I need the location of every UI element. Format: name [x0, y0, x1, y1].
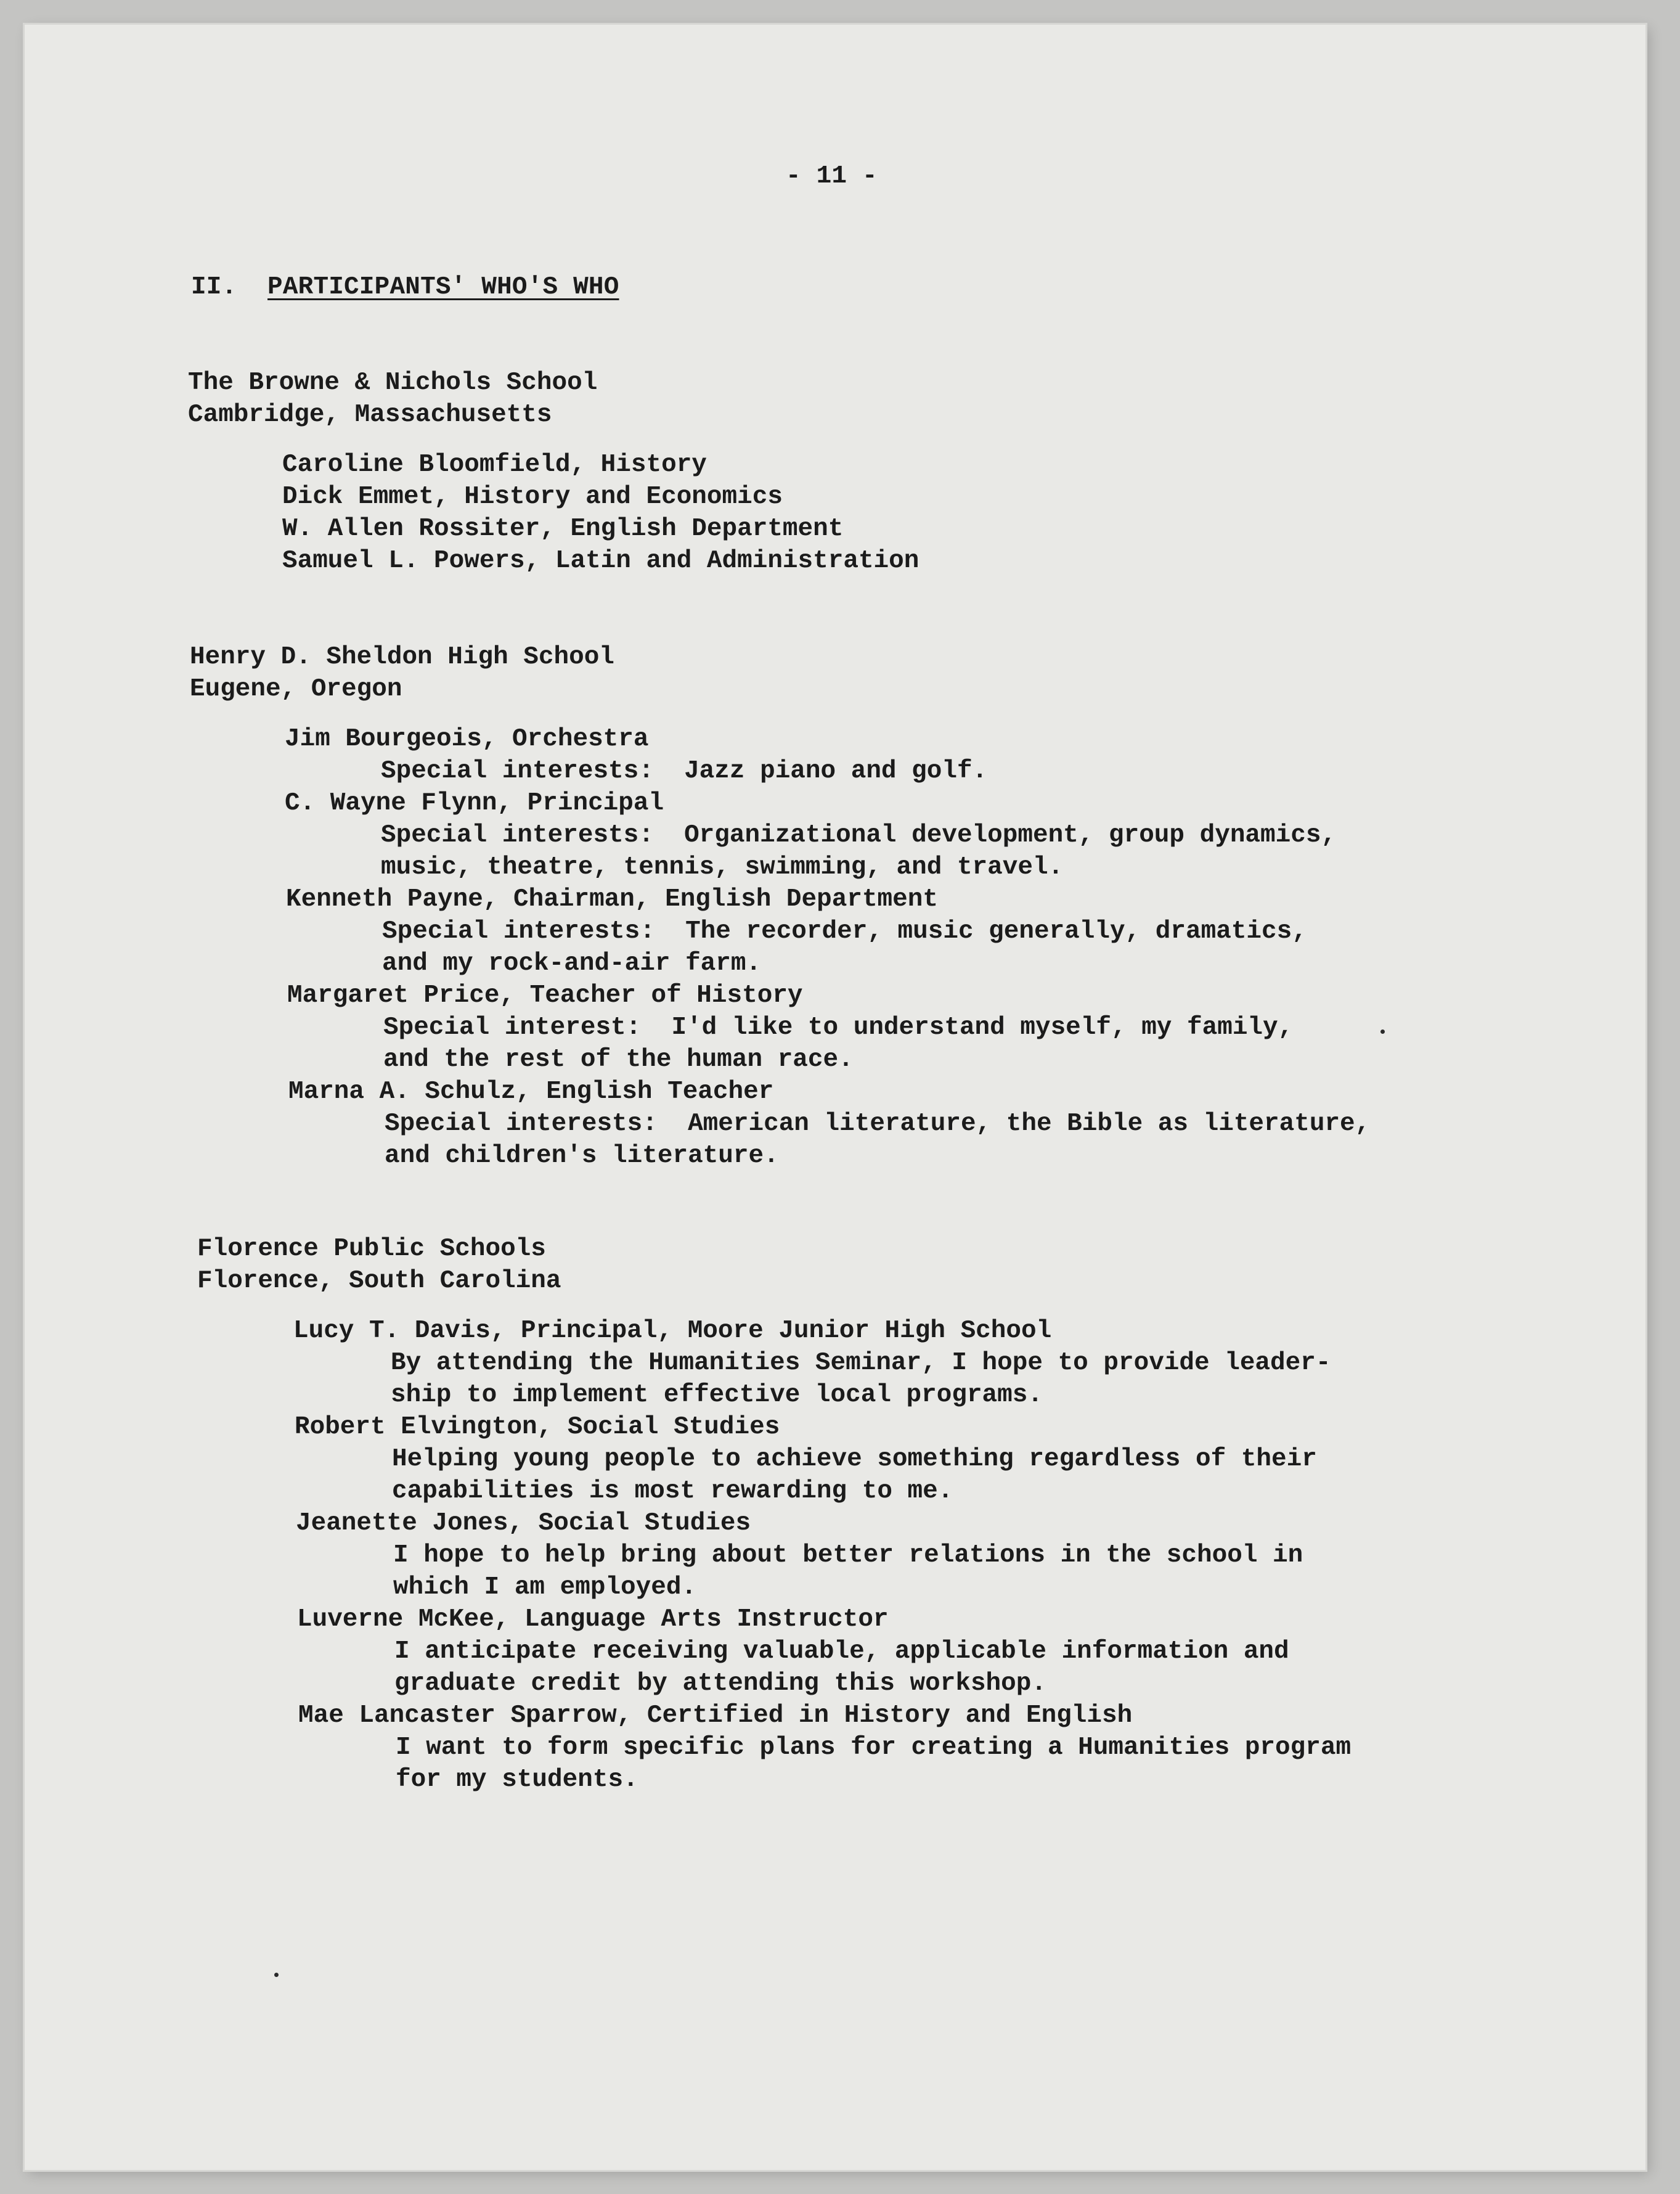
- participant-name: Jeanette Jones, Social Studies: [296, 1509, 751, 1537]
- participant-detail: I anticipate receiving valuable, applicable information and: [394, 1637, 1289, 1666]
- participant-detail: Special interests: Organizational development, group dynamics,: [381, 821, 1337, 849]
- participant-detail: Special interest: I'd like to understand myself, my family,: [383, 1013, 1294, 1042]
- participant-detail: I hope to help bring about better relations in the school in: [393, 1541, 1303, 1570]
- participant-detail: and my rock-and-air farm.: [382, 949, 762, 978]
- participant-name: Dick Emmet, History and Economics: [282, 483, 783, 511]
- document-page: [25, 25, 1645, 2170]
- page-number: - 11 -: [786, 162, 878, 190]
- school-location: Florence, South Carolina: [197, 1267, 561, 1295]
- participant-detail: capabilities is most rewarding to me.: [392, 1477, 953, 1505]
- participant-name: Jim Bourgeois, Orchestra: [285, 725, 649, 753]
- participant-name: Robert Elvington, Social Studies: [295, 1413, 780, 1441]
- school-location: Eugene, Oregon: [190, 675, 402, 703]
- participant-detail: By attending the Humanities Seminar, I hope to provide leader-: [391, 1349, 1331, 1377]
- participant-detail: and children's literature.: [385, 1142, 779, 1170]
- participant-detail: Special interests: Jazz piano and golf.: [381, 757, 988, 785]
- paper-speck: [1380, 1029, 1385, 1034]
- school-name: The Browne & Nichols School: [188, 369, 598, 397]
- participant-name: Luverne McKee, Language Arts Instructor: [297, 1605, 889, 1634]
- participant-name: W. Allen Rossiter, English Department: [282, 515, 844, 543]
- section-numeral: II.: [191, 273, 237, 301]
- participant-detail: graduate credit by attending this workshop.: [394, 1669, 1046, 1698]
- participant-detail: ship to implement effective local programs.: [391, 1381, 1043, 1409]
- participant-name: Lucy T. Davis, Principal, Moore Junior High School: [293, 1317, 1052, 1345]
- participant-detail: music, theatre, tennis, swimming, and travel.: [381, 853, 1064, 882]
- participant-detail: I want to form specific plans for creating a Humanities program: [396, 1734, 1352, 1762]
- school-name: Florence Public Schools: [197, 1235, 546, 1263]
- section-title: PARTICIPANTS' WHO'S WHO: [267, 273, 619, 301]
- participant-name: Kenneth Payne, Chairman, English Department: [286, 885, 938, 914]
- participant-name: Samuel L. Powers, Latin and Administration: [282, 547, 920, 575]
- paper-speck: [274, 1973, 279, 1977]
- participant-detail: Special interests: American literature, the Bible as literature,: [385, 1110, 1371, 1138]
- section-heading: [191, 271, 619, 303]
- participant-detail: for my students.: [396, 1766, 638, 1794]
- school-location: Cambridge, Massachusetts: [188, 401, 552, 429]
- participant-name: Margaret Price, Teacher of History: [287, 981, 803, 1010]
- participant-detail: and the rest of the human race.: [383, 1046, 854, 1074]
- participant-name: C. Wayne Flynn, Principal: [285, 789, 664, 817]
- participant-name: Mae Lancaster Sparrow, Certified in History and English: [298, 1701, 1133, 1730]
- participant-detail: Special interests: The recorder, music generally, dramatics,: [382, 917, 1307, 946]
- participant-name: Marna A. Schulz, English Teacher: [288, 1078, 774, 1106]
- school-name: Henry D. Sheldon High School: [190, 643, 614, 671]
- participant-detail: Helping young people to achieve something regardless of their: [392, 1445, 1317, 1473]
- participant-name: Caroline Bloomfield, History: [282, 451, 707, 479]
- participant-detail: which I am employed.: [393, 1573, 697, 1602]
